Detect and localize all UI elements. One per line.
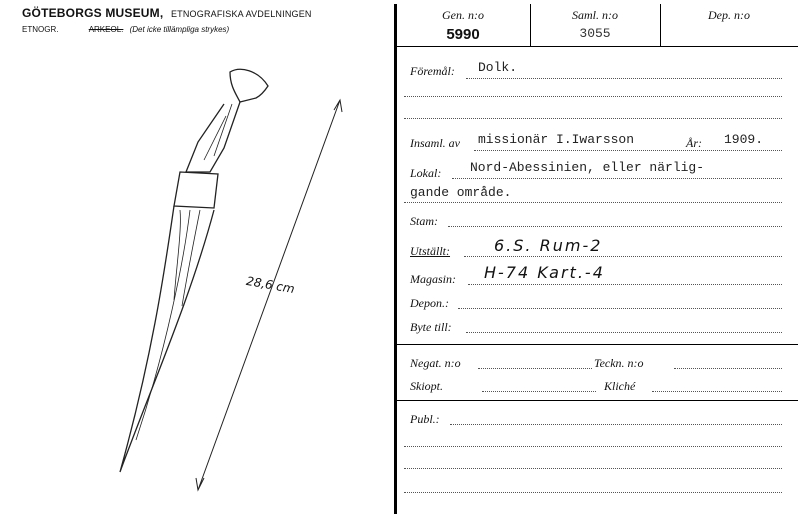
dep-cell xyxy=(660,4,798,46)
utstallt-label: Utställt: xyxy=(410,244,451,258)
depon-label: Depon.: xyxy=(410,296,449,310)
ar-value: 1909. xyxy=(724,132,764,147)
museum-title xyxy=(22,6,312,20)
insaml-label: Insaml. av xyxy=(410,136,460,150)
foremal-value: Dolk. xyxy=(478,60,518,75)
magasin-value: H-74 Kart.-4 xyxy=(484,263,605,282)
byte-label: Byte till: xyxy=(410,320,452,334)
gen-cell xyxy=(396,4,531,46)
lokal-label: Lokal: xyxy=(410,166,442,180)
skiopt-label: Skiopt. xyxy=(410,379,443,393)
dagger-grip xyxy=(186,102,240,172)
magasin-label: Magasin: xyxy=(410,272,456,286)
saml-cell xyxy=(530,4,661,46)
ar-label: År: xyxy=(686,136,702,150)
insaml-value: missionär I.Iwarsson xyxy=(478,132,635,147)
measure-text: 28,6 cm xyxy=(245,273,296,297)
negat-label: Negat. n:o xyxy=(410,356,461,370)
saml-label: Saml. n:o xyxy=(572,8,618,22)
gen-label: Gen. n:o xyxy=(442,8,484,22)
dagger-pommel xyxy=(230,69,268,102)
section-divider-2 xyxy=(396,400,798,401)
arkeol-label: ARKEOL. xyxy=(88,25,124,34)
catalog-card xyxy=(394,4,800,514)
saml-value: 3055 xyxy=(579,26,611,41)
kliche-label: Kliché xyxy=(604,379,636,393)
department-name: ETNOGRAFISKA AVDELNINGEN xyxy=(170,9,312,19)
strike-note: (Det icke tillämpliga strykes) xyxy=(129,25,230,34)
dep-label: Dep. n:o xyxy=(708,8,750,22)
dagger-drawing xyxy=(90,60,380,500)
section-divider xyxy=(396,344,798,345)
lokal-line-2: gande område. xyxy=(410,185,512,200)
dagger-blade xyxy=(120,206,214,472)
lokal-line-1: Nord-Abessinien, eller närlig- xyxy=(470,160,705,175)
etnogr-label: ETNOGR. xyxy=(22,25,59,34)
card-number-row xyxy=(396,4,798,47)
museum-name: GÖTEBORGS MUSEUM, xyxy=(22,6,164,20)
category-line xyxy=(22,25,229,34)
gen-value: 5990 xyxy=(446,26,480,43)
utstallt-value: 6.S. Rum-2 xyxy=(494,236,603,255)
foremal-label: Föremål: xyxy=(410,64,455,78)
stam-label: Stam: xyxy=(410,214,438,228)
dagger-collar xyxy=(174,172,218,208)
publ-label: Publ.: xyxy=(410,412,440,426)
teckn-label: Teckn. n:o xyxy=(594,356,644,370)
